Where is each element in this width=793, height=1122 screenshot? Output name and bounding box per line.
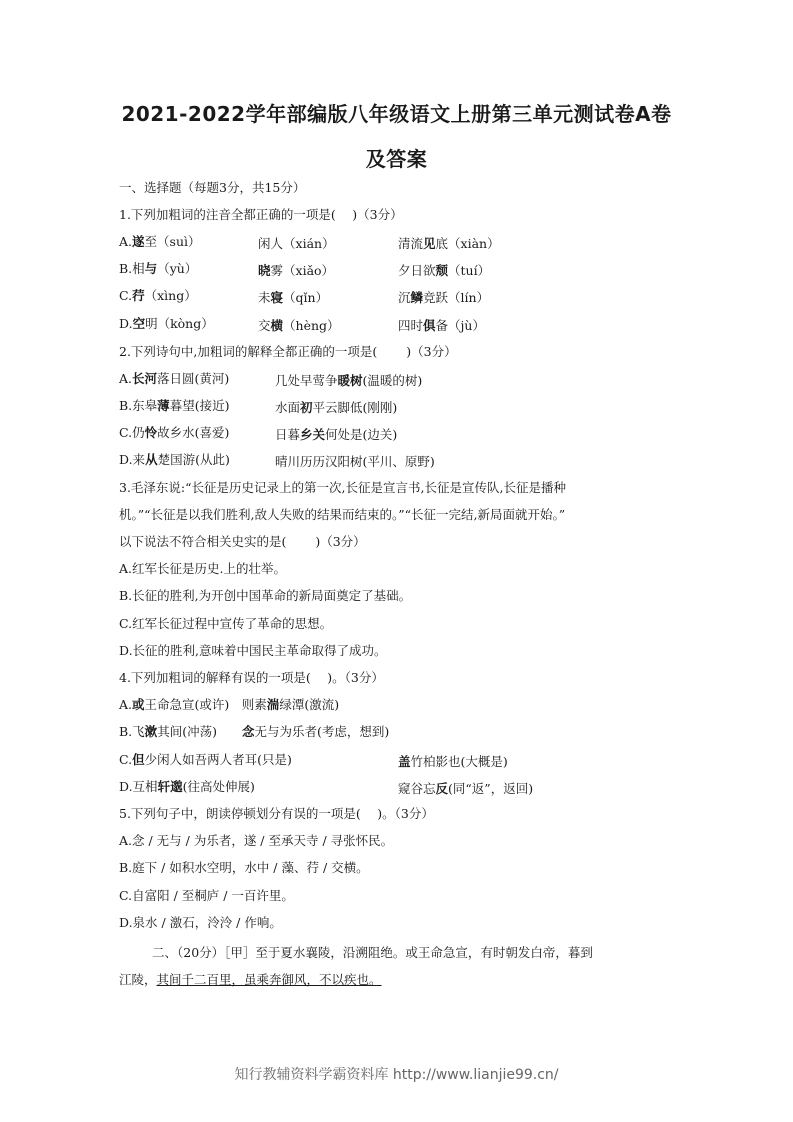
question-1-row-a-col2: 闲人（xián） <box>258 236 335 251</box>
question-2-row-a: A.长河落日圆(黄河) <box>119 371 230 386</box>
question-4-row-b: B.飞漱其间(冲荡) 念无与为乐者(考虑，想到) <box>119 724 390 739</box>
question-3-text-line2: 机。”“长征是以我们胜利,敌人失败的结果而结束的。”“长征一完结,新局面就开始。” <box>119 507 566 522</box>
question-1-row-d-col2: 交横（hèng） <box>258 318 340 333</box>
question-1-row-b-col2: 晓雾（xiǎo） <box>258 263 335 278</box>
question-4-row-a: A.或王命急宣(或许) 则素湍绿潭(激流) <box>119 697 340 712</box>
question-1-row-d-col3: 四时俱备（jù） <box>398 318 485 333</box>
question-2-row-d-col2: 晴川历历汉阳树(平川、原野) <box>275 454 435 469</box>
question-1-row-a-col3: 清流见底（xiàn） <box>398 236 500 251</box>
question-4-row-c: C.但少闲人如吾两人者耳(只是) <box>119 752 292 767</box>
document-title: 2021-2022学年部编版八年级语文上册第三单元测试卷A卷 <box>121 102 672 126</box>
footer-watermark: 知行教辅资料学霸资料库 http://www.lianjie99.cn/ <box>234 1067 559 1083</box>
question-5-option-d: D.泉水 / 激石，泠泠 / 作响。 <box>119 915 282 930</box>
section-2-passage-line1: 二、（20分）［甲］至于夏水襄陵，沿溯阻绝。或王命急宣，有时朝发白帝，暮到 <box>152 945 593 960</box>
section-2-passage-line2: 江陵，其间千二百里，虽乘奔御风，不以疾也。 <box>119 972 382 987</box>
question-3-option-b: B.长征的胜利,为开创中国革命的新局面奠定了基础。 <box>119 588 412 603</box>
question-3-option-c: C.红军长征过程中宣传了革命的思想。 <box>119 616 333 631</box>
question-3-text-line1: 3.毛泽东说:“长征是历史记录上的第一次,长征是宣言书,长征是宣传队,长征是播种 <box>119 480 566 495</box>
question-3-option-d: D.长征的胜利,意味着中国民主革命取得了成功。 <box>119 643 387 658</box>
question-1-row-c: C.荇（xìng） <box>119 288 197 303</box>
question-1-row-a: A.遂至（suì） <box>119 234 201 249</box>
question-5-option-a: A.念 / 无与 / 为乐者，遂 / 至承天寺 / 寻张怀民。 <box>119 833 394 848</box>
question-3-stem: 以下说法不符合相关史实的是( )（3分） <box>119 534 366 549</box>
question-2-row-c: C.仍怜故乡水(喜爱) <box>119 425 230 440</box>
question-3-option-a: A.红军长征是历史.上的壮举。 <box>119 561 286 576</box>
question-4-row-d: D.互相轩邈(往高处伸展) <box>119 779 255 794</box>
question-1-row-b: B.相与（yù） <box>119 261 198 276</box>
question-1-row-c-col3: 沉鳞竞跃（lín） <box>398 290 490 305</box>
question-1-row-d: D.空明（kòng） <box>119 316 214 331</box>
section-heading: 一、选择题（每题3分，共15分） <box>119 180 306 195</box>
question-1-stem: 1.下列加粗词的注音全都正确的一项是( )（3分） <box>119 207 403 222</box>
document-title-line2: 及答案 <box>365 147 428 171</box>
question-1-row-b-col3: 夕日欲颓（tuí） <box>398 263 491 278</box>
question-4-stem: 4.下列加粗词的解释有误的一项是( )。（3分） <box>119 670 384 685</box>
question-2-row-a-col2: 几处早莺争暖树(温暖的树) <box>275 373 423 388</box>
question-2-row-c-col2: 日暮乡关何处是(边关) <box>275 427 398 442</box>
question-5-option-c: C.自富阳 / 至桐庐 / 一百许里。 <box>119 888 294 903</box>
question-1-row-c-col2: 未寝（qǐn） <box>258 290 329 305</box>
question-5-option-b: B.庭下 / 如积水空明，水中 / 藻、荇 / 交横。 <box>119 860 369 875</box>
question-4-row-c-col2: 盖竹柏影也(大概是) <box>398 754 508 769</box>
question-2-stem: 2.下列诗句中,加粗词的解释全都正确的一项是( )（3分） <box>119 344 457 359</box>
question-2-row-b: B.东皋薄暮望(接近) <box>119 398 230 413</box>
question-2-row-b-col2: 水面初平云脚低(刚刚) <box>275 400 398 415</box>
question-2-row-d: D.来从楚国游(从此) <box>119 452 230 467</box>
underlined-sentence: 其间千二百里，虽乘奔御风，不以疾也。 <box>156 972 382 987</box>
question-4-row-d-col2: 窥谷忘反(同“返”，返回) <box>398 781 534 796</box>
question-5-stem: 5.下列句子中，朗读停顿划分有误的一项是( )。（3分） <box>119 806 434 821</box>
